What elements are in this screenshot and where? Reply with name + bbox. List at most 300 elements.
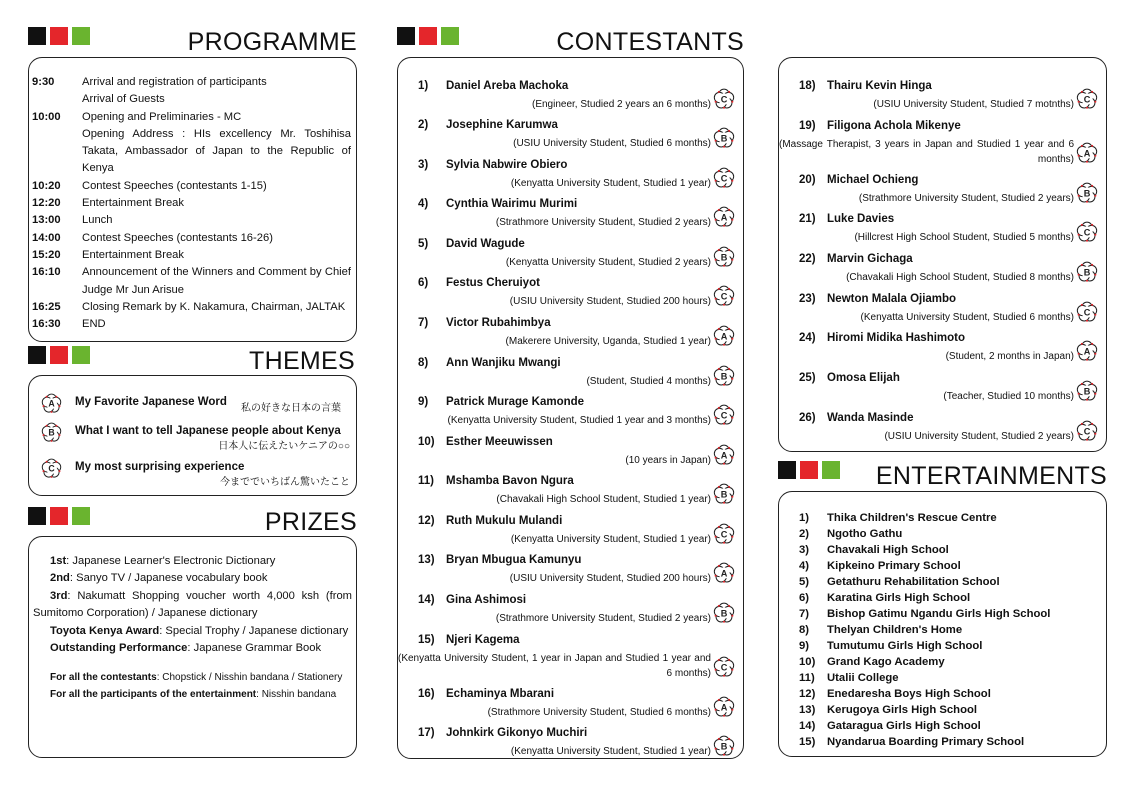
entertainment-item: [799, 718, 1106, 734]
prize-outstanding-text: : Japanese Grammar Book: [187, 642, 322, 655]
contestant-name: Esther Meeuwissen: [446, 436, 553, 448]
theme-title: My Favorite Japanese Word: [75, 396, 227, 408]
contestant-description: (Kenyatta University Student, Studied 1 year): [510, 534, 711, 545]
theme-item: [41, 458, 350, 488]
entertainment-name: Grand Kago Academy: [827, 656, 945, 668]
theme-item: [41, 422, 350, 452]
entertainment-number: 15): [799, 736, 816, 748]
prize-third: [33, 588, 352, 623]
contestant-name: Daniel Areba Machoka: [446, 80, 569, 92]
programme-time: 16:25: [32, 300, 61, 313]
entertainment-number: 4): [799, 560, 810, 572]
svg-text:B: B: [1083, 386, 1091, 397]
entertainment-name: Ngotho Gathu: [827, 528, 903, 540]
programme-text: Lunch: [82, 214, 113, 227]
contestant-name: Michael Ochieng: [827, 174, 919, 186]
contestant-item: [779, 293, 1106, 333]
contestant-item: [398, 198, 743, 238]
contestant-item: [398, 436, 743, 476]
svg-text:A: A: [720, 331, 728, 342]
programme-time: 16:10: [32, 266, 61, 279]
contestant-name: Omosa Elijah: [827, 372, 900, 384]
contestant-item: [398, 277, 743, 317]
contestant-item: [398, 238, 743, 278]
contestant-number: 22): [799, 253, 816, 265]
contestant-number: 2): [418, 119, 429, 131]
contestant-number: 17): [418, 727, 435, 739]
contestant-description: (Makerere University, Uganda, Studied 1 year): [505, 336, 711, 347]
contestant-name: Ruth Mukulu Mulandi: [446, 515, 563, 527]
programme-text: Contest Speeches (contestants 16-26): [82, 231, 273, 244]
programme-item: [32, 316, 353, 333]
entertainment-item: [799, 686, 1106, 702]
contestant-number: 16): [418, 688, 435, 700]
prize-first-text: : Japanese Learner's Electronic Dictionary: [66, 555, 276, 567]
flower-badge-icon: [713, 365, 735, 387]
contestant-description: (Kenyatta University Student, Studied 1 year): [510, 746, 711, 757]
entertainment-item: [799, 670, 1106, 686]
flower-badge-icon: [713, 325, 735, 347]
programme-text: Opening and Preliminaries - MC: [82, 110, 242, 123]
contestant-item: [779, 213, 1106, 253]
entertainment-item: [799, 638, 1106, 654]
contestant-number: 21): [799, 213, 816, 225]
entertainment-number: 14): [799, 720, 816, 732]
entertainment-item: [799, 526, 1106, 542]
programme-time: 12:20: [32, 197, 61, 210]
entertainment-number: 7): [799, 608, 810, 620]
prize-first: [33, 553, 352, 570]
svg-text:B: B: [48, 427, 55, 438]
svg-text:B: B: [720, 608, 728, 619]
flower-badge-icon: [1076, 261, 1098, 283]
contestant-item: [779, 174, 1106, 214]
contestants-title: CONTESTANTS: [556, 28, 744, 56]
entertainment-item: [799, 542, 1106, 558]
contestant-name: Festus Cheruiyot: [446, 277, 540, 289]
entertainment-item: [799, 702, 1106, 718]
entertainment-number: 10): [799, 656, 816, 668]
svg-text:C: C: [1083, 307, 1091, 318]
programme-text: Contest Speeches (contestants 1-15): [82, 179, 267, 192]
flower-badge-icon: [1076, 420, 1098, 442]
programme-text: Arrival and registration of participants: [82, 76, 267, 88]
contestant-description: (Kenyatta University Student, Studied 1 year): [510, 178, 711, 189]
theme-title: What I want to tell Japanese people about Kenya: [75, 425, 341, 437]
red-square: [50, 507, 68, 525]
entertainment-number: 11): [799, 672, 815, 684]
green-square: [441, 27, 459, 45]
programme-item: [32, 299, 353, 316]
contestant-name: Ann Wanjiku Mwangi: [446, 357, 561, 369]
entertainment-name: Thelyan Children's Home: [827, 624, 963, 636]
programme-text: Arrival of Guests: [82, 93, 165, 106]
entertainments-box: [778, 491, 1107, 757]
prizes-box: [28, 536, 357, 758]
svg-text:C: C: [720, 291, 728, 302]
contestant-description: (USIU University Student, Studied 200 hours): [509, 296, 711, 307]
entertainment-name: Bishop Gatimu Ngandu Girls High School: [827, 608, 1051, 620]
contestant-description: (Chavakali High School Student, Studied 1 year): [496, 494, 711, 505]
contestant-description: (Massage Therapist, 3 years in Japan and Studied 1 year and 6 months): [779, 139, 1074, 165]
flower-badge-icon: [1076, 340, 1098, 362]
entertainment-number: 6): [799, 592, 810, 604]
prizes-title: PRIZES: [264, 508, 357, 536]
entertainment-name: Thika Children's Rescue Centre: [827, 512, 997, 524]
prize-all-participants: [33, 686, 352, 703]
entertainment-number: 3): [799, 544, 810, 556]
svg-text:C: C: [1083, 426, 1091, 437]
contestant-number: 1): [418, 80, 429, 92]
svg-text:B: B: [1083, 267, 1091, 278]
flower-badge-icon: [1076, 221, 1098, 243]
flower-badge-icon: [1076, 301, 1098, 323]
contestant-description: (Kenyatta University Student, 1 year in Japan and Studied 1 year and 6 months): [398, 653, 711, 679]
entertainment-name: Utalii College: [827, 672, 899, 684]
contestant-name: Hiromi Midika Hashimoto: [827, 332, 966, 344]
themes-box: [28, 375, 357, 496]
contestant-description: (Chavakali High School Student, Studied 8 months): [846, 272, 1074, 283]
contestant-number: 9): [418, 396, 429, 408]
flower-badge-icon: [713, 523, 735, 545]
green-square: [72, 27, 90, 45]
entertainment-item: [799, 654, 1106, 670]
programme-time: 15:20: [32, 248, 61, 261]
contestant-name: Newton Malala Ojiambo: [827, 293, 957, 305]
flower-badge-icon: [713, 246, 735, 268]
prize-toyota: [33, 623, 352, 640]
entertainment-item: [799, 734, 1106, 750]
contestant-description: (Strathmore University Student, Studied 6 months): [487, 707, 711, 718]
programme-item: [32, 109, 353, 126]
red-square: [50, 346, 68, 364]
theme-title: My most surprising experience: [75, 461, 245, 473]
entertainment-number: 2): [799, 528, 810, 540]
entertainment-item: [799, 574, 1106, 590]
programme-text: Closing Remark by K. Nakamura, Chairman, JALTAK: [82, 300, 346, 313]
svg-text:B: B: [720, 252, 728, 263]
programme-item: [32, 74, 353, 91]
contestant-number: 25): [799, 372, 816, 384]
programme-item: [32, 264, 353, 299]
prize-outstanding-label: Outstanding Performance: [50, 642, 188, 655]
contestant-item: [398, 317, 743, 357]
red-square: [50, 27, 68, 45]
flower-badge-icon: [713, 285, 735, 307]
svg-text:C: C: [1083, 227, 1091, 238]
entertainment-name: Gataragua Girls High School: [827, 720, 981, 732]
contestant-number: 20): [799, 174, 816, 186]
flower-badge-icon: [713, 404, 735, 426]
svg-text:C: C: [720, 173, 728, 184]
svg-text:C: C: [1083, 94, 1091, 105]
programme-time: [32, 126, 82, 178]
contestant-number: 26): [799, 412, 816, 424]
programme-list: [32, 74, 353, 333]
entertainment-name: Kerugoya Girls High School: [827, 704, 978, 716]
contestant-number: 13): [418, 554, 435, 566]
contestant-name: Wanda Masinde: [827, 412, 914, 424]
flower-badge-icon: [713, 696, 735, 718]
flower-badge-icon: [41, 422, 61, 442]
theme-japanese: 今まででいちばん驚いたこと: [220, 477, 350, 488]
contestant-item: [779, 80, 1106, 120]
entertainment-name: Karatina Girls High School: [827, 592, 971, 604]
programme-title: PROGRAMME: [187, 28, 357, 56]
flower-badge-icon: [1076, 182, 1098, 204]
prize-third-text: : Nakumatt Shopping voucher worth 4,000 ksh (from Sumitomo Corporation) / Japanese dictionary: [33, 589, 352, 620]
svg-text:A: A: [720, 568, 728, 579]
svg-text:B: B: [720, 133, 728, 144]
theme-japanese: 私の好きな日本の言葉: [241, 403, 341, 414]
contestant-item: [398, 594, 743, 634]
entertainment-name: Enedaresha Boys High School: [827, 688, 991, 700]
contestant-description: (USIU University Student, Studied 200 hours): [509, 573, 711, 584]
svg-text:C: C: [720, 662, 728, 673]
svg-text:A: A: [720, 212, 728, 223]
contestant-number: 10): [418, 436, 435, 448]
programme-text: Opening Address : HIs excellency Mr. Toshihisa Takata, Ambassador of Japan to the Republic of Kenya: [82, 127, 351, 175]
contestant-item: [779, 253, 1106, 293]
contestant-number: 19): [799, 120, 816, 132]
contestant-name: Filigona Achola Mikenye: [827, 120, 961, 132]
contestant-number: 3): [418, 159, 429, 171]
contestant-number: 15): [418, 634, 435, 646]
entertainment-number: 1): [799, 512, 810, 524]
contestant-name: Marvin Gichaga: [827, 253, 913, 265]
entertainment-item: [799, 558, 1106, 574]
contestant-name: Thairu Kevin Hinga: [827, 80, 932, 92]
contestant-description: (Hillcrest High School Student, Studied 5 months): [854, 232, 1074, 243]
contestant-name: Victor Rubahimbya: [446, 317, 551, 329]
black-square: [28, 346, 46, 364]
entertainment-number: 5): [799, 576, 810, 588]
theme-japanese: 日本人に伝えたいケニアの○○: [218, 441, 350, 452]
contestant-description: (Teacher, Studied 10 months): [943, 391, 1074, 402]
programme-time: 9:30: [32, 76, 55, 88]
svg-text:C: C: [48, 463, 55, 474]
prize-second-label: 2nd: [50, 572, 70, 585]
svg-text:B: B: [1083, 188, 1091, 199]
black-square: [28, 507, 46, 525]
flower-badge-icon: [713, 562, 735, 584]
svg-text:A: A: [48, 398, 55, 409]
contestant-name: Gina Ashimosi: [446, 594, 527, 606]
contestant-item: [779, 120, 1106, 165]
black-square: [778, 461, 796, 479]
entertainment-item: [799, 606, 1106, 622]
contestant-item: [398, 159, 743, 199]
contestant-item: [398, 515, 743, 555]
flower-badge-icon: [1076, 380, 1098, 402]
contestant-name: Njeri Kagema: [446, 634, 520, 646]
svg-text:B: B: [720, 489, 728, 500]
green-square: [72, 507, 90, 525]
contestant-item: [398, 80, 743, 120]
contestant-item: [398, 634, 743, 679]
svg-text:B: B: [720, 741, 728, 752]
programme-item: [32, 247, 353, 264]
contestant-number: 23): [799, 293, 816, 305]
black-square: [28, 27, 46, 45]
contestant-name: Luke Davies: [827, 213, 895, 225]
flower-badge-icon: [713, 444, 735, 466]
flower-badge-icon: [1076, 142, 1098, 164]
flower-badge-icon: [41, 458, 61, 478]
programme-box: [28, 57, 357, 342]
contestant-number: 18): [799, 80, 816, 92]
prize-all-contestants: [33, 669, 352, 686]
entertainment-item: [799, 510, 1106, 526]
contestant-name: Bryan Mbugua Kamunyu: [446, 554, 582, 566]
flower-badge-icon: [713, 167, 735, 189]
contestant-number: 24): [799, 332, 816, 344]
contestant-number: 14): [418, 594, 435, 606]
entertainments-title: ENTERTAINMENTS: [875, 462, 1107, 490]
flower-badge-icon: [713, 88, 735, 110]
entertainment-number: 13): [799, 704, 816, 716]
green-square: [822, 461, 840, 479]
entertainment-item: [799, 590, 1106, 606]
contestant-item: [398, 688, 743, 728]
contestant-name: Cynthia Wairimu Murimi: [446, 198, 578, 210]
entertainment-name: Getathuru Rehabilitation School: [827, 576, 1000, 588]
contestant-description: (Strathmore University Student, Studied 2 years): [495, 613, 711, 624]
svg-text:C: C: [720, 410, 728, 421]
programme-item: [32, 230, 353, 247]
contestant-name: Johnkirk Gikonyo Muchiri: [446, 727, 588, 739]
contestant-item: [398, 727, 743, 759]
contestant-description: (Student, Studied 4 months): [586, 376, 711, 387]
contestant-name: Mshamba Bavon Ngura: [446, 475, 574, 487]
prize-all-participants-text: : Nisshin bandana: [256, 689, 337, 701]
theme-item: [41, 393, 350, 423]
svg-text:B: B: [720, 371, 728, 382]
contestant-name: Josephine Karumwa: [446, 119, 558, 131]
programme-item: [32, 91, 353, 108]
programme-time: 16:30: [32, 318, 61, 331]
contestant-number: 6): [418, 277, 429, 289]
programme-item: [32, 212, 353, 229]
programme-item: [32, 126, 353, 178]
svg-text:A: A: [1083, 148, 1091, 159]
programme-text: Entertainment Break: [82, 248, 184, 261]
svg-text:C: C: [720, 529, 728, 540]
prize-all-contestants-label: For all the contestants: [50, 672, 157, 684]
svg-text:C: C: [720, 94, 728, 105]
svg-text:A: A: [720, 702, 728, 713]
contestant-item: [398, 396, 743, 436]
prize-first-label: 1st: [50, 555, 67, 567]
contestant-description: (Kenyatta University Student, Studied 2 years): [505, 257, 711, 268]
prize-all-contestants-text: : Chopstick / Nisshin bandana / Stationery: [156, 672, 343, 684]
entertainment-name: Chavakali High School: [827, 544, 949, 556]
svg-text:A: A: [1083, 346, 1091, 357]
contestant-name: Patrick Murage Kamonde: [446, 396, 585, 408]
entertainment-number: 9): [799, 640, 810, 652]
contestant-description: (Strathmore University Student, Studied 2 years): [495, 217, 711, 228]
entertainment-number: 8): [799, 624, 810, 636]
contestant-description: (USIU University Student, Studied 2 years): [884, 431, 1074, 442]
contestant-number: 7): [418, 317, 429, 329]
flower-badge-icon: [1076, 88, 1098, 110]
prize-outstanding: [33, 640, 352, 657]
contestant-item: [779, 332, 1106, 372]
programme-text: END: [82, 318, 106, 331]
programme-text: Announcement of the Winners and Comment by Chief Judge Mr Jun Arisue: [82, 266, 351, 296]
contestant-name: David Wagude: [446, 238, 525, 250]
contestant-item: [779, 372, 1106, 412]
svg-text:A: A: [720, 450, 728, 461]
contestant-description: (USIU University Student, Studied 6 months): [513, 138, 711, 149]
contestant-description: (Engineer, Studied 2 years an 6 months): [532, 99, 711, 110]
contestant-description: (10 years in Japan): [625, 455, 711, 466]
prize-toyota-text: : Special Trophy / Japanese dictionary: [159, 624, 349, 637]
flower-badge-icon: [713, 735, 735, 757]
programme-time: 10:20: [32, 179, 61, 192]
programme-item: [32, 195, 353, 212]
contestants-box-2: [778, 57, 1107, 452]
contestant-name: Echaminya Mbarani: [446, 688, 555, 700]
green-square: [72, 346, 90, 364]
contestant-description: (USIU University Student, Studied 7 motnths): [873, 99, 1074, 110]
contestant-number: 12): [418, 515, 435, 527]
contestant-item: [398, 357, 743, 397]
contestant-number: 4): [418, 198, 429, 210]
programme-time: [32, 91, 82, 108]
contestant-item: [398, 475, 743, 515]
flower-badge-icon: [41, 393, 61, 413]
entertainment-name: Tumutumu Girls High School: [827, 640, 983, 652]
contestant-number: 5): [418, 238, 429, 250]
programme-text: Entertainment Break: [82, 197, 184, 210]
entertainment-item: [799, 622, 1106, 638]
flower-badge-icon: [713, 127, 735, 149]
entertainment-name: Nyandarua Boarding Primary School: [827, 736, 1025, 748]
red-square: [419, 27, 437, 45]
contestant-description: (Kenyatta University Student, Studied 1 year and 3 months): [447, 415, 711, 426]
programme-time: 13:00: [32, 214, 61, 227]
prize-toyota-label: Toyota Kenya Award: [50, 624, 160, 637]
flower-badge-icon: [713, 483, 735, 505]
black-square: [397, 27, 415, 45]
contestant-number: 8): [418, 357, 429, 369]
programme-time: 10:00: [32, 110, 61, 123]
programme-time: 14:00: [32, 231, 61, 244]
contestant-item: [398, 554, 743, 594]
entertainment-name: Kipkeino Primary School: [827, 560, 961, 572]
contestant-item: [779, 412, 1106, 452]
programme-item: [32, 178, 353, 195]
contestants-box-1: [397, 57, 744, 759]
prize-second: [33, 570, 352, 587]
contestant-item: [398, 119, 743, 159]
flower-badge-icon: [713, 602, 735, 624]
prize-third-label: 3rd: [50, 589, 68, 602]
entertainment-number: 12): [799, 688, 816, 700]
contestant-description: (Strathmore University Student, Studied 2 years): [858, 193, 1074, 204]
prize-all-participants-label: For all the participants of the entertainment: [50, 689, 257, 701]
flower-badge-icon: [713, 206, 735, 228]
entertainments-list: [799, 510, 1106, 750]
themes-title: THEMES: [249, 347, 355, 375]
contestant-description: (Kenyatta University Student, Studied 6 months): [860, 312, 1074, 323]
contestant-name: Sylvia Nabwire Obiero: [446, 159, 568, 171]
flower-badge-icon: [713, 656, 735, 678]
prize-second-text: : Sanyo TV / Japanese vocabulary book: [69, 572, 268, 585]
contestant-description: (Student, 2 months in Japan): [945, 351, 1074, 362]
red-square: [800, 461, 818, 479]
